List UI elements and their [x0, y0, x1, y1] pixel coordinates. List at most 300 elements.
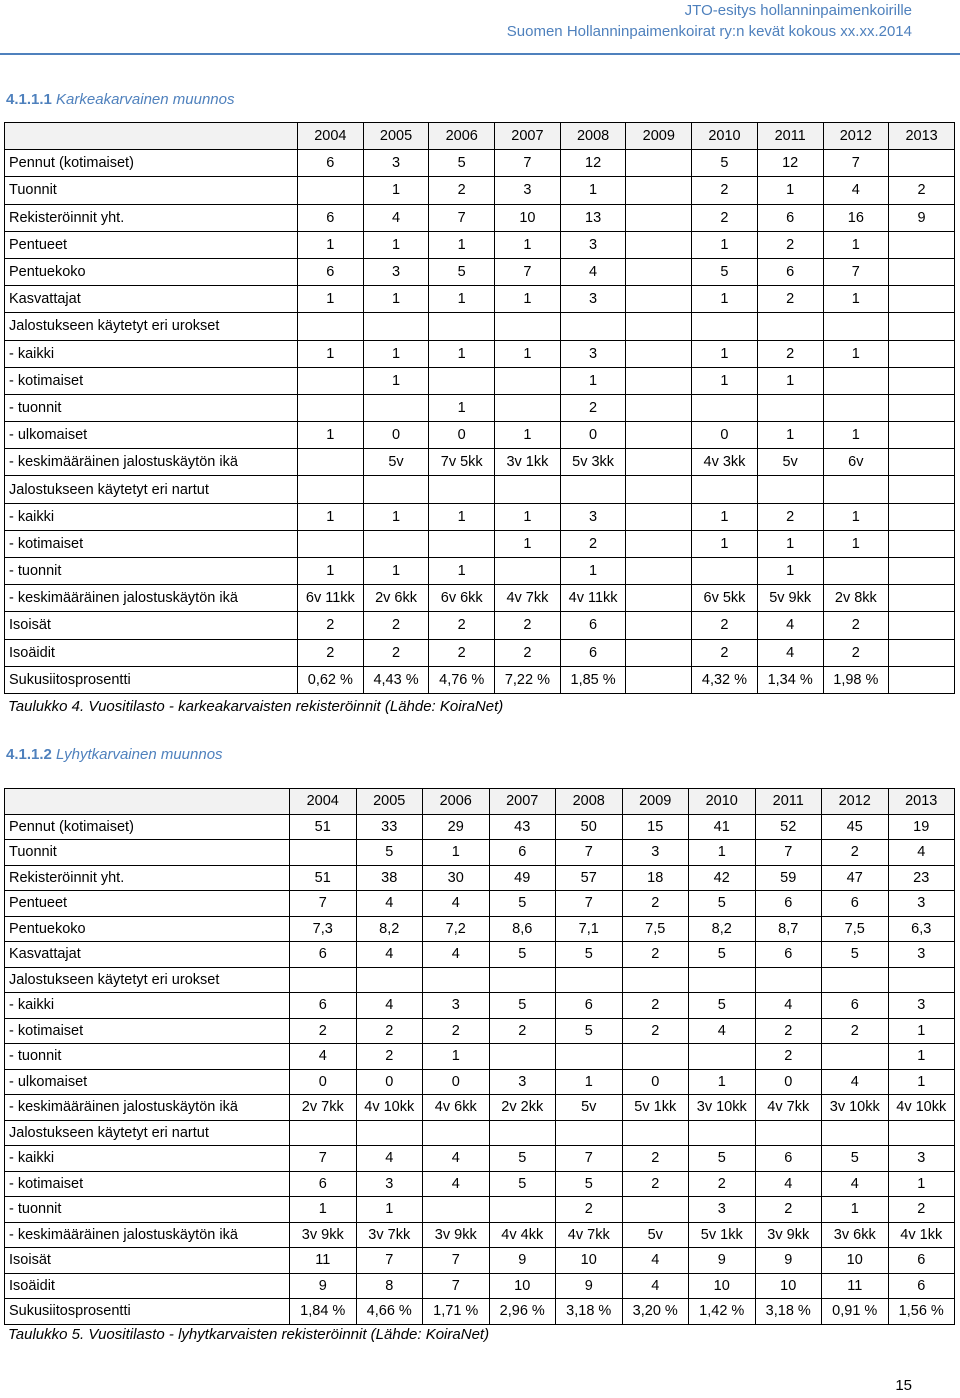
value-cell: [429, 367, 495, 394]
value-cell: [495, 313, 561, 340]
value-cell: 3,20 %: [622, 1299, 689, 1325]
value-cell: 5: [692, 258, 758, 285]
value-cell: 1: [692, 231, 758, 258]
value-cell: 5v: [622, 1222, 689, 1248]
section-title: Karkeakarvainen muunnos: [56, 91, 235, 108]
value-cell: [298, 449, 364, 476]
year-header-cell: 2013: [888, 789, 955, 815]
value-cell: 4: [755, 1171, 822, 1197]
value-cell: 1: [823, 340, 889, 367]
value-cell: 1: [689, 1069, 756, 1095]
value-cell: 9: [556, 1273, 623, 1299]
row-label-cell: Sukusiitosprosentti: [5, 1299, 290, 1325]
value-cell: 0: [290, 1069, 357, 1095]
value-cell: 6: [560, 612, 626, 639]
value-cell: [889, 367, 955, 394]
table-row: [5, 530, 955, 557]
value-cell: [626, 177, 692, 204]
value-cell: [626, 449, 692, 476]
value-cell: 6: [888, 1248, 955, 1274]
value-cell: [495, 367, 561, 394]
row-label-cell: - keskimääräinen jalostuskäytön ikä: [5, 449, 298, 476]
table-row: [5, 612, 955, 639]
year-header-cell: 2005: [363, 123, 429, 150]
value-cell: 1: [495, 503, 561, 530]
value-cell: 2: [560, 394, 626, 421]
value-cell: 1,84 %: [290, 1299, 357, 1325]
row-label-cell: Jalostukseen käytetyt eri urokset: [5, 313, 298, 340]
value-cell: 1: [757, 177, 823, 204]
year-header-cell: 2009: [626, 123, 692, 150]
value-cell: 2: [689, 1171, 756, 1197]
value-cell: 1: [495, 340, 561, 367]
value-cell: 2: [556, 1197, 623, 1223]
value-cell: [626, 286, 692, 313]
value-cell: 2: [757, 340, 823, 367]
table-caption: Taulukko 4. Vuositilasto - karkeakarvaisten rekisteröinnit (Lähde: KoiraNet): [8, 698, 504, 715]
row-label-cell: Isoäidit: [5, 639, 298, 666]
value-cell: [560, 313, 626, 340]
value-cell: 4: [560, 258, 626, 285]
table-row: [5, 204, 955, 231]
value-cell: 4: [888, 840, 955, 866]
value-cell: 4: [822, 1171, 889, 1197]
value-cell: 1: [692, 340, 758, 367]
value-cell: 1: [888, 1069, 955, 1095]
row-label-cell: Kasvattajat: [5, 286, 298, 313]
value-cell: 2,96 %: [489, 1299, 556, 1325]
value-cell: [495, 558, 561, 585]
value-cell: 10: [556, 1248, 623, 1274]
value-cell: 2: [356, 1018, 423, 1044]
value-cell: [626, 530, 692, 557]
value-cell: 4,66 %: [356, 1299, 423, 1325]
value-cell: 1,71 %: [423, 1299, 490, 1325]
value-cell: [889, 150, 955, 177]
value-cell: 7: [290, 891, 357, 917]
value-cell: 3v 1kk: [495, 449, 561, 476]
table-row: [5, 967, 955, 993]
value-cell: 2: [757, 503, 823, 530]
value-cell: 7: [423, 1248, 490, 1274]
value-cell: 5: [429, 258, 495, 285]
value-cell: 10: [822, 1248, 889, 1274]
value-cell: 3v 6kk: [822, 1222, 889, 1248]
value-cell: [888, 967, 955, 993]
value-cell: [356, 1120, 423, 1146]
value-cell: 4: [689, 1018, 756, 1044]
value-cell: 2: [755, 1197, 822, 1223]
value-cell: [626, 258, 692, 285]
value-cell: 2: [692, 639, 758, 666]
table-row: [5, 1018, 955, 1044]
value-cell: 3: [363, 258, 429, 285]
value-cell: 1: [298, 231, 364, 258]
value-cell: 9: [755, 1248, 822, 1274]
row-label-cell: - tuonnit: [5, 394, 298, 421]
table-row: [5, 639, 955, 666]
value-cell: [626, 585, 692, 612]
value-cell: [489, 1197, 556, 1223]
value-cell: [356, 967, 423, 993]
value-cell: 2: [692, 204, 758, 231]
value-cell: 4v 10kk: [356, 1095, 423, 1121]
value-cell: 0: [560, 422, 626, 449]
value-cell: 1: [823, 422, 889, 449]
value-cell: 4v 7kk: [755, 1095, 822, 1121]
value-cell: 1: [363, 286, 429, 313]
value-cell: 4v 1kk: [888, 1222, 955, 1248]
table-row: [5, 367, 955, 394]
row-label-cell: - keskimääräinen jalostuskäytön ikä: [5, 585, 298, 612]
value-cell: [622, 967, 689, 993]
value-cell: 6,3: [888, 916, 955, 942]
value-cell: 1: [495, 530, 561, 557]
value-cell: [692, 558, 758, 585]
value-cell: [423, 1197, 490, 1223]
value-cell: 2: [757, 286, 823, 313]
value-cell: 12: [757, 150, 823, 177]
value-cell: 1: [692, 286, 758, 313]
value-cell: 4: [755, 993, 822, 1019]
table-row: [5, 1171, 955, 1197]
value-cell: 51: [290, 814, 357, 840]
value-cell: 5: [689, 891, 756, 917]
row-label-cell: Pentueet: [5, 891, 290, 917]
value-cell: 2: [560, 530, 626, 557]
row-label-cell: - kaikki: [5, 1146, 290, 1172]
value-cell: [823, 313, 889, 340]
value-cell: 0: [423, 1069, 490, 1095]
row-label-cell: - kaikki: [5, 503, 298, 530]
value-cell: 4: [356, 993, 423, 1019]
value-cell: 5: [489, 891, 556, 917]
table-row: [5, 891, 955, 917]
value-cell: 1,42 %: [689, 1299, 756, 1325]
value-cell: 4: [423, 942, 490, 968]
value-cell: 1: [823, 286, 889, 313]
value-cell: [626, 639, 692, 666]
value-cell: [489, 1120, 556, 1146]
value-cell: 7: [290, 1146, 357, 1172]
value-cell: 7: [495, 258, 561, 285]
value-cell: 4: [423, 1171, 490, 1197]
value-cell: 6: [290, 942, 357, 968]
value-cell: [626, 476, 692, 503]
value-cell: [626, 367, 692, 394]
value-cell: 4v 11kk: [560, 585, 626, 612]
value-cell: 10: [489, 1273, 556, 1299]
value-cell: 6v: [823, 449, 889, 476]
value-cell: 6: [888, 1273, 955, 1299]
year-header-cell: 2004: [298, 123, 364, 150]
value-cell: 1: [757, 558, 823, 585]
value-cell: 6v 11kk: [298, 585, 364, 612]
value-cell: 1: [757, 422, 823, 449]
value-cell: 12: [560, 150, 626, 177]
year-header-cell: 2006: [423, 789, 490, 815]
value-cell: 4,43 %: [363, 666, 429, 693]
value-cell: 43: [489, 814, 556, 840]
value-cell: 6: [298, 150, 364, 177]
value-cell: 2: [888, 1197, 955, 1223]
table-row: [5, 476, 955, 503]
row-label-cell: - kotimaiset: [5, 1018, 290, 1044]
value-cell: [755, 1120, 822, 1146]
value-cell: 6: [290, 1171, 357, 1197]
value-cell: 33: [356, 814, 423, 840]
table-row: [5, 666, 955, 693]
value-cell: 2: [889, 177, 955, 204]
table-row: [5, 916, 955, 942]
year-header-cell: 2010: [689, 789, 756, 815]
value-cell: 52: [755, 814, 822, 840]
table-lyhytkarvainen: [4, 788, 955, 1325]
value-cell: 2: [757, 231, 823, 258]
row-label-cell: Kasvattajat: [5, 942, 290, 968]
value-cell: 2v 6kk: [363, 585, 429, 612]
value-cell: [888, 1120, 955, 1146]
value-cell: 9: [689, 1248, 756, 1274]
value-cell: 4: [622, 1273, 689, 1299]
value-cell: 2: [489, 1018, 556, 1044]
value-cell: 4v 10kk: [888, 1095, 955, 1121]
value-cell: 1: [423, 1044, 490, 1070]
value-cell: 5: [489, 942, 556, 968]
value-cell: 3: [560, 286, 626, 313]
value-cell: 5: [822, 942, 889, 968]
value-cell: 2: [622, 942, 689, 968]
table-body: [5, 789, 955, 1325]
value-cell: 3: [888, 891, 955, 917]
value-cell: 2: [622, 993, 689, 1019]
value-cell: 1: [429, 503, 495, 530]
value-cell: 8,7: [755, 916, 822, 942]
value-cell: 7: [823, 150, 889, 177]
value-cell: [290, 840, 357, 866]
year-header-cell: 2011: [757, 123, 823, 150]
value-cell: [622, 1120, 689, 1146]
value-cell: 7,3: [290, 916, 357, 942]
value-cell: 3: [888, 942, 955, 968]
table-header-row: [5, 789, 955, 815]
value-cell: [626, 394, 692, 421]
value-cell: 1: [757, 367, 823, 394]
value-cell: 6: [489, 840, 556, 866]
value-cell: [889, 313, 955, 340]
table-row: [5, 865, 955, 891]
section-number: 4.1.1.2: [6, 746, 52, 763]
value-cell: 6: [298, 204, 364, 231]
section-number: 4.1.1.1: [6, 91, 52, 108]
value-cell: 4: [356, 942, 423, 968]
value-cell: [298, 313, 364, 340]
value-cell: [298, 394, 364, 421]
value-cell: 0: [429, 422, 495, 449]
value-cell: 5: [429, 150, 495, 177]
value-cell: 10: [755, 1273, 822, 1299]
value-cell: 3: [888, 1146, 955, 1172]
value-cell: 3: [560, 503, 626, 530]
value-cell: 30: [423, 865, 490, 891]
value-cell: 0,91 %: [822, 1299, 889, 1325]
row-label-cell: Isoisät: [5, 612, 298, 639]
value-cell: 2: [429, 612, 495, 639]
value-cell: 6: [755, 1146, 822, 1172]
value-cell: 7,22 %: [495, 666, 561, 693]
value-cell: [363, 530, 429, 557]
value-cell: 3v 9kk: [755, 1222, 822, 1248]
value-cell: [689, 1044, 756, 1070]
header-divider: [0, 53, 960, 55]
value-cell: 6: [755, 891, 822, 917]
value-cell: [692, 313, 758, 340]
value-cell: 5v 1kk: [622, 1095, 689, 1121]
value-cell: [626, 340, 692, 367]
row-label-cell: Jalostukseen käytetyt eri urokset: [5, 967, 290, 993]
value-cell: 1,56 %: [888, 1299, 955, 1325]
value-cell: 1: [429, 340, 495, 367]
value-cell: [823, 558, 889, 585]
value-cell: [290, 1120, 357, 1146]
value-cell: 5: [822, 1146, 889, 1172]
table-row: [5, 150, 955, 177]
row-label-cell: - kotimaiset: [5, 367, 298, 394]
row-label-cell: - kaikki: [5, 340, 298, 367]
value-cell: [363, 313, 429, 340]
value-cell: [626, 313, 692, 340]
year-header-cell: 2008: [560, 123, 626, 150]
value-cell: 6: [757, 258, 823, 285]
row-label-cell: - ulkomaiset: [5, 1069, 290, 1095]
value-cell: 6: [822, 891, 889, 917]
value-cell: [556, 1120, 623, 1146]
table-row: [5, 177, 955, 204]
value-cell: 3: [622, 840, 689, 866]
value-cell: 1: [290, 1197, 357, 1223]
value-cell: 5: [489, 1171, 556, 1197]
value-cell: [889, 476, 955, 503]
value-cell: [429, 530, 495, 557]
value-cell: 6: [560, 639, 626, 666]
value-cell: 3: [560, 231, 626, 258]
value-cell: 5v 9kk: [757, 585, 823, 612]
value-cell: 3v 10kk: [689, 1095, 756, 1121]
table-row: [5, 231, 955, 258]
value-cell: 4: [423, 1146, 490, 1172]
section-heading-lyhytkarvainen: [6, 745, 223, 765]
value-cell: 6: [290, 993, 357, 1019]
row-label-cell: Tuonnit: [5, 177, 298, 204]
table-row: [5, 1273, 955, 1299]
table-row: [5, 1044, 955, 1070]
value-cell: 1: [363, 340, 429, 367]
value-cell: [626, 558, 692, 585]
value-cell: [298, 530, 364, 557]
value-cell: [298, 177, 364, 204]
value-cell: 41: [689, 814, 756, 840]
value-cell: 5: [556, 942, 623, 968]
value-cell: 7: [556, 891, 623, 917]
value-cell: 1: [823, 530, 889, 557]
row-label-cell: Rekisteröinnit yht.: [5, 865, 290, 891]
value-cell: 19: [888, 814, 955, 840]
value-cell: 6: [822, 993, 889, 1019]
value-cell: 5v 1kk: [689, 1222, 756, 1248]
year-header-cell: 2012: [822, 789, 889, 815]
value-cell: 3: [689, 1197, 756, 1223]
value-cell: 2: [622, 1171, 689, 1197]
table-row: [5, 340, 955, 367]
value-cell: [689, 1120, 756, 1146]
value-cell: 2: [692, 177, 758, 204]
value-cell: 6: [556, 993, 623, 1019]
value-cell: 2: [495, 612, 561, 639]
value-cell: [626, 612, 692, 639]
value-cell: 2: [423, 1018, 490, 1044]
value-cell: 3: [423, 993, 490, 1019]
table-row: [5, 1248, 955, 1274]
row-label-cell: Rekisteröinnit yht.: [5, 204, 298, 231]
value-cell: 4: [356, 1146, 423, 1172]
table-row: [5, 558, 955, 585]
value-cell: 0: [356, 1069, 423, 1095]
table-row: [5, 258, 955, 285]
value-cell: 2: [356, 1044, 423, 1070]
value-cell: 6v 5kk: [692, 585, 758, 612]
value-cell: [757, 476, 823, 503]
value-cell: 1: [298, 340, 364, 367]
row-label-cell: - tuonnit: [5, 558, 298, 585]
table-header-row: [5, 123, 955, 150]
value-cell: 1: [888, 1171, 955, 1197]
value-cell: 45: [822, 814, 889, 840]
value-cell: [692, 394, 758, 421]
value-cell: [757, 313, 823, 340]
value-cell: 4: [622, 1248, 689, 1274]
value-cell: 1: [823, 503, 889, 530]
value-cell: 5v: [363, 449, 429, 476]
table-row: [5, 1299, 955, 1325]
value-cell: 23: [888, 865, 955, 891]
value-cell: 2: [822, 840, 889, 866]
value-cell: 3v 10kk: [822, 1095, 889, 1121]
value-cell: 0,62 %: [298, 666, 364, 693]
value-cell: 1,85 %: [560, 666, 626, 693]
value-cell: [689, 967, 756, 993]
year-header-cell: 2013: [889, 123, 955, 150]
value-cell: [423, 1120, 490, 1146]
value-cell: 3v 7kk: [356, 1222, 423, 1248]
value-cell: [889, 340, 955, 367]
value-cell: 1: [356, 1197, 423, 1223]
value-cell: [622, 1044, 689, 1070]
value-cell: 1: [757, 530, 823, 557]
value-cell: 7: [495, 150, 561, 177]
value-cell: 15: [622, 814, 689, 840]
year-header-cell: 2006: [429, 123, 495, 150]
value-cell: [363, 476, 429, 503]
value-cell: 1: [429, 231, 495, 258]
value-cell: 1: [298, 503, 364, 530]
value-cell: 1: [298, 558, 364, 585]
value-cell: 1: [888, 1044, 955, 1070]
value-cell: 9: [489, 1248, 556, 1274]
value-cell: 3v 9kk: [423, 1222, 490, 1248]
value-cell: 1: [363, 558, 429, 585]
value-cell: 5: [489, 1146, 556, 1172]
value-cell: 8: [356, 1273, 423, 1299]
